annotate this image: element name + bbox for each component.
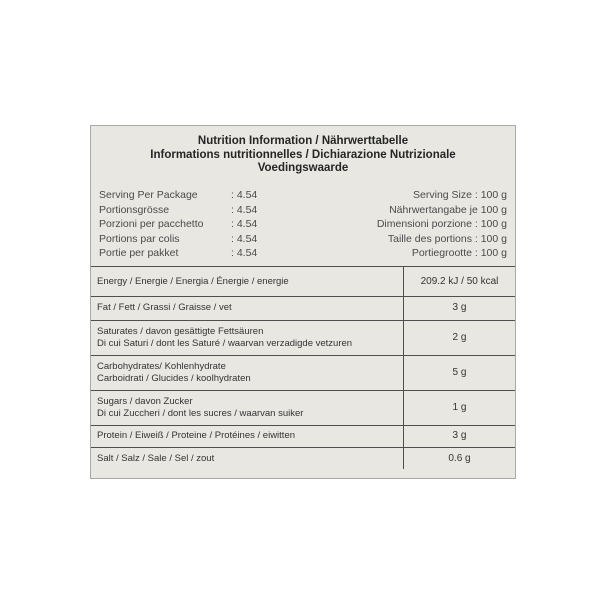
serving-right-row: Dimensioni porzione : 100 g (376, 218, 507, 230)
nutrient-value: 0.6 g (448, 452, 471, 464)
serving-left-row (99, 203, 257, 218)
nutrient-name-line: Fat / Fett / Grassi / Graisse / vet (97, 302, 232, 314)
serving-left-label: Portions par colis (99, 232, 180, 245)
nutrient-name-line: Salt / Salz / Sale / Sel / zout (97, 452, 215, 464)
table-row (91, 355, 515, 390)
table-row (91, 320, 515, 355)
nutrient-value: 3 g (404, 425, 516, 447)
table-row (91, 267, 515, 296)
serving-size-list (377, 188, 507, 261)
nutrient-name (91, 296, 404, 320)
title-line-2: Informations nutritionnelles / Dichiarazione Nutrizionale (150, 148, 456, 161)
serving-right-row: Taille des portions : 100 g (387, 232, 507, 245)
serving-left-row (99, 217, 257, 232)
serving-section (91, 182, 515, 267)
label-title (91, 126, 515, 182)
serving-left-label: Portionsgrösse (99, 203, 170, 216)
nutrient-name (91, 355, 404, 390)
serving-left-label: Portie per pakket (99, 247, 179, 259)
table-row (91, 425, 515, 447)
nutrient-name-line: Di cui Zuccheri / dont les sucres / waarvan suiker (97, 407, 304, 419)
title-line-3: Voedingswaarde (257, 162, 349, 174)
nutrient-name-line: Di cui Saturi / dont les Saturé / waarvan verzadigde vetzuren (97, 337, 353, 349)
serving-left-label: Porzioni per pacchetto (99, 218, 204, 230)
serving-left-value: : 4.54 (231, 218, 258, 230)
serving-left-label: Serving Per Package (99, 189, 198, 201)
serving-left-row (99, 246, 257, 261)
table-row (91, 447, 515, 469)
nutrient-name-line: Saturates / davon gesättigte Fettsäuren (97, 326, 264, 337)
serving-left-row (99, 188, 257, 203)
table-row (91, 390, 515, 425)
serving-left-value: : 4.54 (231, 232, 258, 245)
nutrient-name (91, 425, 404, 447)
nutrient-value: 1 g (404, 390, 516, 425)
serving-right-row: Serving Size : 100 g (413, 189, 507, 201)
serving-left-row (99, 232, 257, 247)
nutrient-value: 3 g (404, 296, 516, 320)
serving-right-row: Nährwertangabe je 100 g (389, 203, 507, 216)
nutrition-label (90, 125, 516, 479)
serving-left-value: : 4.54 (231, 203, 258, 216)
nutrient-table (91, 267, 515, 469)
nutrient-name (91, 447, 404, 469)
nutrient-name-line: Sugars / davon Zucker (97, 396, 193, 407)
serving-left-value: : 4.54 (231, 247, 258, 259)
serving-right-row: Portiegrootte : 100 g (411, 247, 507, 259)
nutrient-name (91, 267, 404, 296)
nutrient-value: 2 g (404, 320, 516, 355)
serving-per-package-list (99, 188, 257, 261)
title-line-1: Nutrition Information / Nährwerttabelle (197, 135, 409, 147)
nutrient-value: 209.2 kJ / 50 kcal (404, 267, 516, 296)
nutrient-name-line: Protein / Eiweiß / Proteine / Protéines / eiwitten (97, 430, 296, 442)
serving-left-value: : 4.54 (231, 189, 258, 201)
nutrient-name-line: Carbohydrates/ Kohlenhydrate (97, 361, 226, 372)
table-row (91, 296, 515, 320)
nutrient-name (91, 320, 404, 355)
nutrient-name-line: Carboidrati / Glucides / koolhydraten (97, 372, 251, 384)
nutrient-value: 5 g (404, 355, 516, 390)
nutrient-name-line: Energy / Energie / Energia / Énergie / energie (97, 275, 289, 287)
nutrient-name (91, 390, 404, 425)
